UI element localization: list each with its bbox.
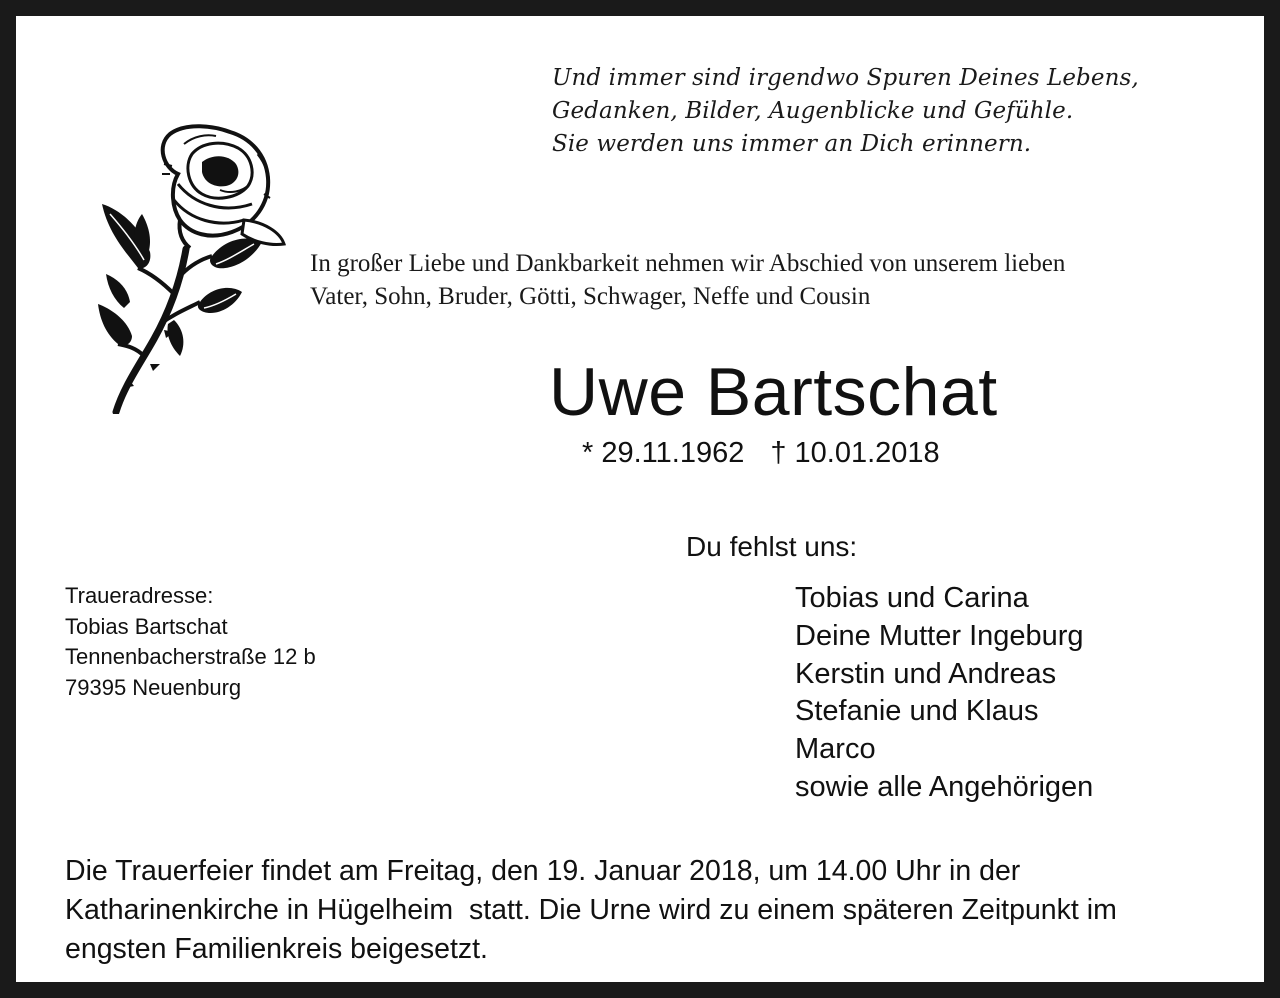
- family-signatures: [795, 580, 1093, 807]
- intro-line: Vater, Sohn, Bruder, Götti, Schwager, Neffe und Cousin: [310, 283, 871, 310]
- address-line: 79395 Neuenburg: [65, 674, 242, 700]
- memorial-quote: [552, 62, 1139, 161]
- mourning-address: [65, 581, 316, 703]
- missing-heading: Du fehlst uns:: [686, 531, 858, 562]
- rose-icon: [94, 124, 294, 414]
- family-line: Deine Mutter Ingeburg: [795, 619, 1084, 652]
- family-line: Tobias und Carina: [795, 582, 1029, 614]
- family-line: Marco: [795, 733, 876, 766]
- family-line: Stefanie und Klaus: [795, 695, 1039, 728]
- quote-line: Sie werden uns immer an Dich erinnern.: [552, 131, 1032, 157]
- family-line: Kerstin und Andreas: [795, 657, 1057, 690]
- birth-date: * 29.11.1962: [582, 437, 745, 469]
- farewell-intro: [310, 247, 1065, 313]
- funeral-service-info: [65, 852, 1117, 969]
- deceased-name: Uwe Bartschat: [549, 354, 998, 430]
- quote-line: Gedanken, Bilder, Augenblicke und Gefühle.: [552, 98, 1074, 124]
- quote-line: Und immer sind irgendwo Spuren Deines Lebens,: [552, 65, 1139, 91]
- service-line: engsten Familienkreis beigesetzt.: [65, 933, 488, 965]
- service-line: Katharinenkirche in Hügelheim statt. Die Urne wird zu einem späteren Zeitpunkt im: [65, 894, 1117, 926]
- service-line: Die Trauerfeier findet am Freitag, den 19. Januar 2018, um 14.00 Uhr in der: [65, 855, 1021, 887]
- address-line: Tennenbacherstraße 12 b: [65, 644, 316, 669]
- intro-line: In großer Liebe und Dankbarkeit nehmen wir Abschied von unserem lieben: [310, 250, 1066, 277]
- family-line: sowie alle Angehörigen: [795, 770, 1094, 803]
- address-line: Tobias Bartschat: [65, 613, 228, 639]
- death-date: † 10.01.2018: [770, 437, 940, 469]
- address-line: Traueradresse:: [65, 583, 214, 608]
- life-dates: [582, 434, 940, 472]
